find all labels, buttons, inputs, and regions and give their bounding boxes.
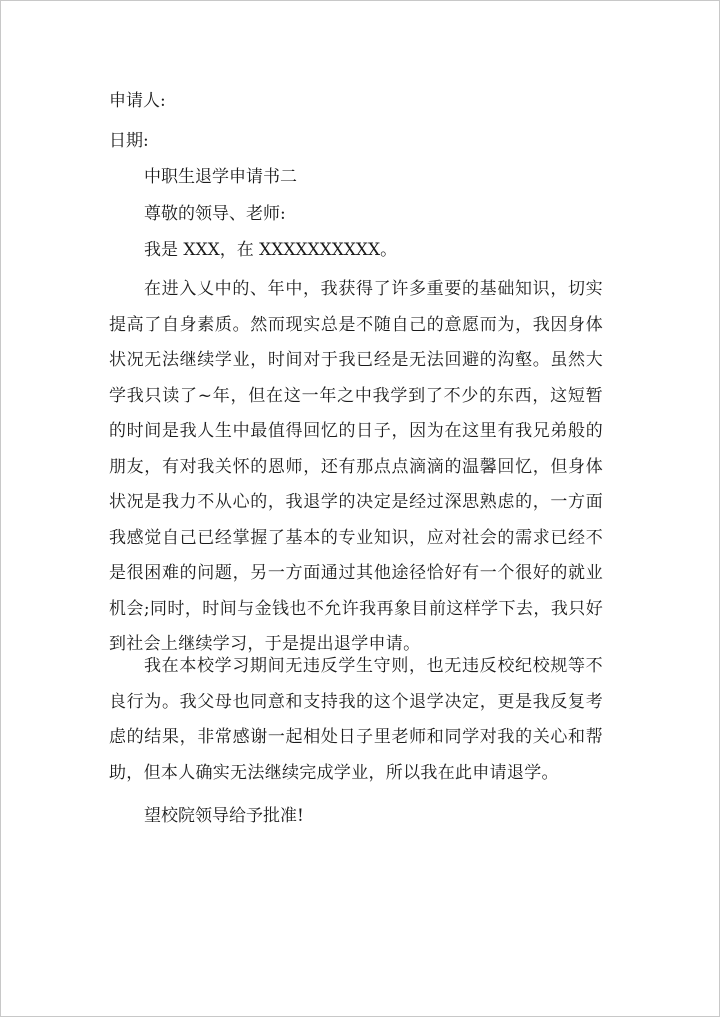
applicant-label: 申请人: [109,91,166,111]
salutation: 尊敬的领导、老师: [144,204,286,224]
self-introduction: 我是 XXX，在 XXXXXXXXXX。 [144,240,398,260]
body-paragraph-reasons: 在进入乂中的、年中，我获得了许多重要的基础知识，切实提高了自身素质。然而现实总是不随自己的意愿而为，我因身体状况无法继续学业，时间对于我已经是无法回避的沟壑。虽然大学我只读了~年，但在这一年之中我学到了不少的东西，这短暂的时间是我人生中最值得回忆的日子，因为在这里有我兄弟般的朋友，有对我关怀的恩师，还有那点点滴滴的温馨回忆，但身体状况是我力不从心的，我退学的决定是经过深思熟虑的，一方面我感觉自己已经掌握了基本的专业知识，应对社会的需求已经不是很困难的问题，另一方面通过其他途径恰好有一个很好的就业机会;同时，时间与金钱也不允许我再象目前这样学下去，我只好到社会上继续学习，于是提出退学申请。 [109,279,603,654]
body-paragraph-conduct: 我在本校学习期间无违反学生守则，也无违反校纪校规等不良行为。我父母也同意和支持我的这个退学决定，更是我反复考虑的结果，非常感谢一起相处日子里老师和同学对我的关心和帮助，但本人确实无法继续完成学业，所以我在此申请退学。 [109,656,603,783]
letter-title: 中职生退学申请书二 [144,167,297,187]
closing-request: 望校院领导给予批准! [144,806,304,826]
date-label: 日期: [109,131,149,151]
